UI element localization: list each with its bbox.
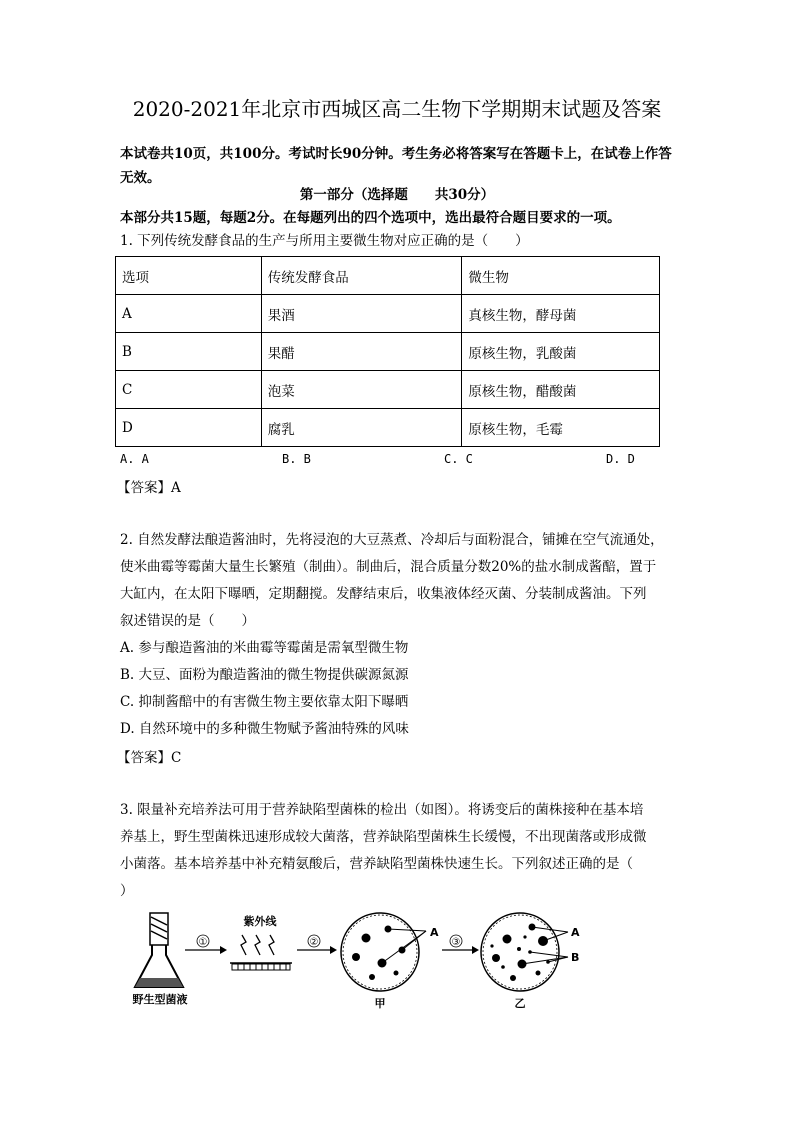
q3-stem-line: 3. 限量补充培养法可用于营养缺陷型菌株的检出（如图）。将诱变后的菌株接种在基本培 bbox=[120, 802, 644, 818]
q1-option-d: D. D bbox=[606, 452, 635, 466]
q2-stem-line: 叙述错误的是（ ） bbox=[120, 613, 255, 629]
plate-jia-label: 甲 bbox=[374, 997, 386, 1010]
q1-option-c: C. C bbox=[444, 452, 473, 466]
q2-option-b: B. 大豆、面粉为酿造酱油的微生物提供碳源氮源 bbox=[120, 667, 409, 683]
table-cell: 原核生物，毛霉 bbox=[462, 409, 660, 447]
q1-option-a: A. A bbox=[120, 452, 149, 466]
q3-figure bbox=[120, 905, 600, 1015]
marker-a-label: A bbox=[571, 926, 580, 939]
table-cell: C bbox=[116, 371, 262, 409]
table-header-row bbox=[116, 257, 660, 295]
table-cell: B bbox=[116, 333, 262, 371]
section-heading: 第一部分（选择题 共30分） bbox=[299, 187, 495, 203]
q1-stem: 1. 下列传统发酵食品的生产与所用主要微生物对应正确的是（ ） bbox=[120, 233, 529, 249]
marker-a-label: A bbox=[430, 926, 439, 939]
table-cell: 原核生物，醋酸菌 bbox=[462, 371, 660, 409]
culture-dish-icon bbox=[230, 963, 292, 970]
table-row bbox=[116, 333, 660, 371]
table-header-cell: 选项 bbox=[116, 257, 262, 295]
step-2-label: ② bbox=[309, 937, 319, 948]
petri-dish-yi bbox=[481, 913, 559, 991]
step-3-label: ③ bbox=[451, 937, 461, 948]
table-cell: D bbox=[116, 409, 262, 447]
table-row bbox=[116, 295, 660, 333]
table-cell: 原核生物，乳酸菌 bbox=[462, 333, 660, 371]
table-cell: 果酒 bbox=[261, 295, 462, 333]
table-header-cell: 传统发酵食品 bbox=[261, 257, 462, 295]
q1-table bbox=[115, 256, 660, 447]
table-cell: A bbox=[116, 295, 262, 333]
flask-icon bbox=[135, 913, 183, 987]
arrow-right-icon bbox=[442, 946, 479, 954]
table-row bbox=[116, 371, 660, 409]
q1-option-b: B. B bbox=[282, 452, 311, 466]
lightning-icon bbox=[241, 935, 274, 955]
plate-yi-label: 乙 bbox=[514, 997, 526, 1010]
q2-answer: 【答案】C bbox=[117, 750, 182, 766]
q1-answer: 【答案】A bbox=[117, 480, 181, 496]
table-row bbox=[116, 409, 660, 447]
section-instructions: 本部分共15题，每题2分。在每题列出的四个选项中，选出最符合题目要求的一项。 bbox=[120, 210, 621, 226]
table-cell: 果醋 bbox=[261, 333, 462, 371]
q2-option-a: A. 参与酿造酱油的米曲霉等霉菌是需氧型微生物 bbox=[120, 640, 409, 656]
table-cell: 真核生物，酵母菌 bbox=[462, 295, 660, 333]
q3-stem-line: 养基上，野生型菌株迅速形成较大菌落，营养缺陷型菌株生长缓慢，不出现菌落或形成微 bbox=[120, 829, 647, 845]
q2-stem-line: 2. 自然发酵法酿造酱油时，先将浸泡的大豆蒸煮、冷却后与面粉混合，铺摊在空气流通处， bbox=[120, 532, 664, 548]
step-1-label: ① bbox=[198, 937, 208, 948]
q2-stem-line: 使米曲霉等霉菌大量生长繁殖（制曲）。制曲后，混合质量分数20%的盐水制成酱醅，置于 bbox=[120, 559, 657, 575]
q2-option-c: C. 抑制酱醅中的有害微生物主要依靠太阳下曝晒 bbox=[120, 694, 409, 710]
flask-label: 野生型菌液 bbox=[132, 993, 188, 1006]
uv-label: 紫外线 bbox=[243, 915, 277, 928]
table-cell: 泡菜 bbox=[261, 371, 462, 409]
q2-stem-line: 大缸内，在太阳下曝晒，定期翻搅。发酵结束后，收集液体经灭菌、分装制成酱油。下列 bbox=[120, 586, 647, 602]
table-cell: 腐乳 bbox=[261, 409, 462, 447]
petri-dish-jia bbox=[341, 913, 419, 991]
q3-stem-line: ） bbox=[120, 883, 134, 899]
marker-b-label: B bbox=[571, 951, 580, 964]
exam-intro: 本试卷共10页，共100分。考试时长90分钟。考生务必将答案写在答题卡上，在试卷上作答无效。 bbox=[120, 146, 672, 186]
q2-option-d: D. 自然环境中的多种微生物赋予酱油特殊的风味 bbox=[120, 721, 409, 737]
q3-stem-line: 小菌落。基本培养基中补充精氨酸后，营养缺陷型菌株快速生长。下列叙述正确的是（ bbox=[120, 856, 633, 872]
table-header-cell: 微生物 bbox=[462, 257, 660, 295]
page-title: 2020-2021年北京市西城区高二生物下学期期末试题及答案 bbox=[132, 97, 662, 121]
